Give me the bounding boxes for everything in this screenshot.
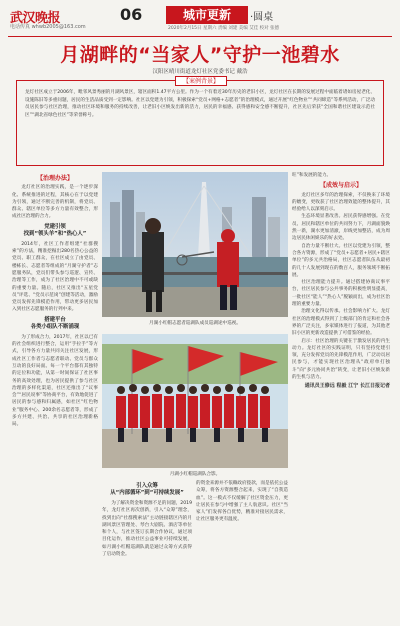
photo-lake-patrol: [102, 172, 288, 317]
subsection-title: ·圆桌: [250, 12, 274, 23]
paragraph: 自治力量不断壮大。社区以党建为引领，整合各方资源，形成了“党员+志愿者+居民+辖区单位”的多元共治格局，社区志愿者队伍从最初的几十人发展到现在的数百人，服务领域不断拓展。: [292, 243, 390, 278]
issue-line: 2020年2月15日 星期六 责编 刘建 美编 艾佳 校对 张德: [168, 26, 280, 31]
paragraph: 为了解决资金和资源不足的问题，2019年，龙灯社区再次创新，引入“众筹”理念，找到出向“社群搜索法”主动链接辖区内的月湖风景区管理处、琴台大剧院、酒店等单位和个人，与社区签订长期合作协议，通过项目化运作，推动社区公益事业可持续发展，如月湖小红帽巡湖队就是通过众筹方式获得了启动资金。: [102, 501, 192, 558]
author-credit: 通讯员王修远 程毅 江宁 长江日报记者: [304, 383, 390, 390]
article-column-4: [292, 172, 390, 622]
paragraph-continued: 旺”和发展的能力。: [292, 173, 332, 178]
byline: 汉阳区晴川街道龙灯社区党委书记 戴浩: [152, 69, 248, 75]
masthead: [8, 5, 392, 35]
article-column-2: [102, 480, 192, 622]
case-background-text: 龙灯社区成立于2006年，毗邻风景秀丽的月湖风景区，辖区面积1.47平方公里。作为一个有着近30年历史的老旧小区，龙灯社区在长期的发展过程中面临着诸如房屋老化、设施陈旧等多重问题，居民的生活品质受到一定影响。社区以党建为引领，积极探索“党员+网格+志愿者”的治理模式，通过开展“红色物业”“共同缔造”等系列活动，广泛动员居民参与社区治理，推动社区环境和服务的持续改善，让老旧小区焕发出新的活力，居民的幸福感、获得感和安全感不断提升，社区先后荣获“全国和谐社区建设示范社区”“湖北省绿色社区”等荣誉称号。: [25, 90, 375, 118]
subheading-platform: 搭建平台 各类小组队不断涌现: [30, 316, 80, 330]
case-background-box: [16, 80, 384, 166]
newspaper-logo: 武汉晚报: [10, 11, 61, 26]
paragraph: 2014年，社区工作者组建“社群搜索”的方法，精准挖掘出280名热心公益的党员、职工群众，在社区成立了由党员、楼栋长、志愿者等组成的“月湖守护者”志愿服务队，党员们带头参与巡逻、宣传、治理等工作，成为了社区治理中不可或缺的重要力量。随后，社区又推出“五星党员”评选、“党员示范岗”创建等活动，激励党员发挥先锋模范作用，带动更多居民加入到社区志愿服务的行列中来。: [12, 241, 98, 313]
masthead-divider: [8, 36, 392, 37]
paragraph: 的资金来源并不依赖政府拨款，而是依托公益众筹，将各方资源整合起来，实现了“自我造血”。这一模式不仅缓解了社区资金压力，更让居民在参与中增强了主人翁意识。社区“当家人”们发挥各自优势，精准对接居民需求，让社区服务更有温度。: [196, 481, 288, 523]
group-photo-image: [102, 334, 288, 468]
paragraph: 启示：社区治理的关键在于激发居民的内生动力。龙灯社区的实践证明，只有坚持党建引领，充分发挥党员的先锋模范作用，广泛动员居民参与，才能实现社区治理从“政府单打独斗”向“多元协同共治”转变，让老旧小区焕发新的生机与活力。: [292, 338, 390, 381]
contact-line: 电话传真 whwb2005@163.com: [10, 24, 86, 30]
paragraph: 龙灯社区多年的治理探索，不仅换来了环境的嬗变，更收获了社区治理效能的整体提升，其经验给人以深刻启示。: [292, 192, 390, 213]
governance-method-tag: 【治理办法】: [36, 175, 73, 182]
paragraph: 治理文化得以传承。社会影响力扩大。龙灯社区的治理模式得到了上级部门的肯定和社会各界的广泛关注，多家媒体进行了报道，为其他老旧小区的更新改造提供了可借鉴的经验。: [292, 309, 390, 337]
photo-2-caption: 月湖小红帽巡湖队合影。: [169, 472, 221, 477]
paragraph: 龙灯社区的治理实践，是一个逐步深化、系统推进的过程，其核心在于以党建为引领，通过不断完善的机制，将党员、群众、辖区单位等多方力量有效整合，形成社区治理的合力。: [12, 185, 98, 220]
paragraph: 为了形成合力，2017年，社区以已有的社会组织进行整合，运用“手拉手”等方式，引导各方力量共同关注社区发展，形成社区工作者与志愿者联动、党员与群众互动的良好局面。每一个平台都有其独特的定位和功能，从第一时间保证了社区事务的高效处理，也为居民提供了参与社区治理的多样化渠道，社区还推出了“议事会”“居民说事”等协商平台，有效地促进了居民的参与感和归属感，如社区“红色物业”服务中心、200余名志愿者等，形成了多方共建、共治、共享的社区治理新格局。: [12, 334, 98, 428]
article-column-3: [196, 480, 288, 622]
photo-1-caption: 月湖小红帽志愿者巡湖队成员巡湖途中巡视。: [149, 321, 241, 326]
lake-patrol-image: [102, 172, 288, 317]
case-background-tag: 【案例背景】: [175, 76, 227, 86]
headline: 月湖畔的“当家人”守护一池碧水: [60, 44, 340, 66]
section-title: 城市更新: [166, 6, 248, 24]
subheading-crowdfunding: 引入众筹 从“内部循环”到“可持续发展”: [110, 483, 184, 496]
results-tag: 【成效与启示】: [319, 182, 362, 190]
article-column-1: [12, 172, 98, 622]
subheading-party-building: 党建引领 找到“领头羊”和“热心人”: [23, 223, 87, 237]
page-number: 06: [120, 5, 143, 24]
paragraph: 社区治理能力提升。通过搭建协商议事平台，社区居民参与公共事务的积极性明显提高，一批社区“能人”“热心人”脱颖而出，成为社区治理的重要力量。: [292, 280, 390, 308]
paragraph: 生态环境显著改善。居民获得感增强。在党员、居民和辖区单位的共同努力下，月湖面貌焕然一新，湖水更加清澈，岸线更加整洁，成为周边居民休闲娱乐的好去处。: [292, 214, 390, 242]
photo-group: [102, 334, 288, 468]
